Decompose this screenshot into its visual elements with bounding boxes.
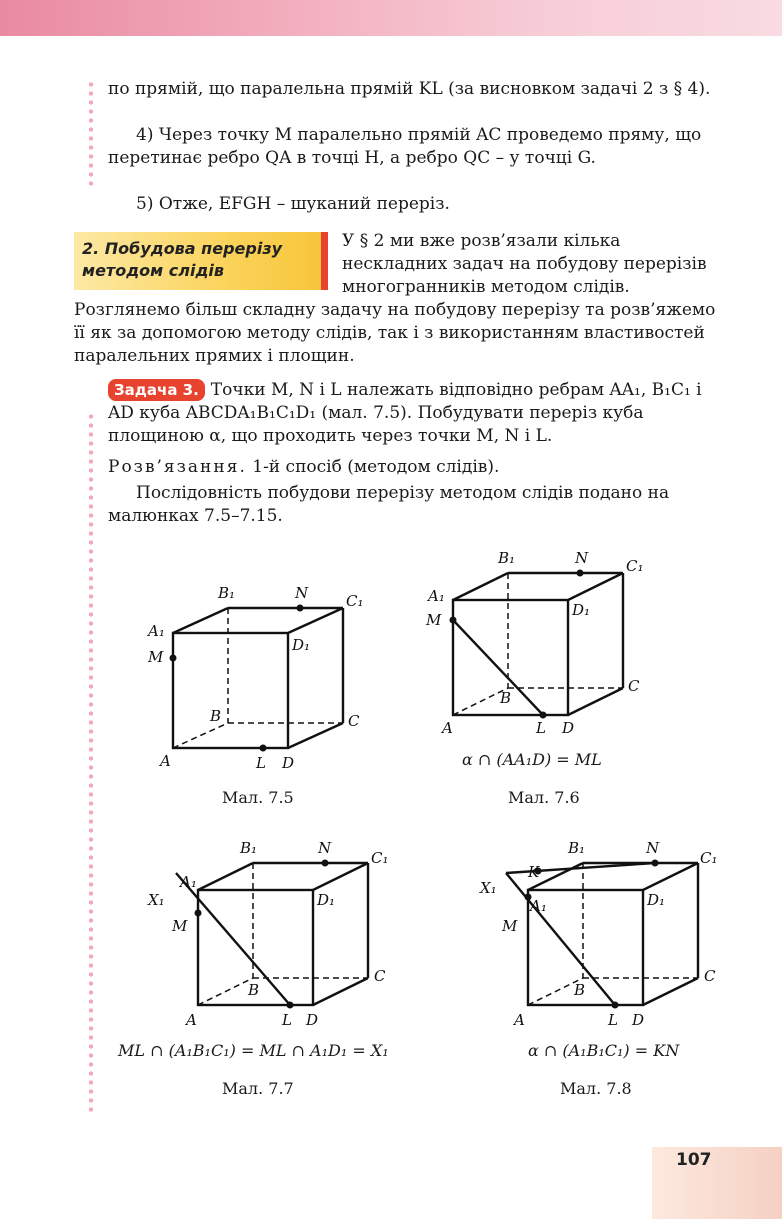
- task-text: Точки M, N і L належать відповідно ребрам AA₁, B₁C₁ і AD куба ABCDA₁B₁C₁D₁ (мал. 7.5). Побудувати переріз куба площиною α, що проходить через точки M, N і L.: [108, 380, 702, 446]
- figure-7-7: [140, 835, 400, 1035]
- label-n: N: [295, 584, 309, 602]
- label-a1: A₁: [148, 622, 165, 640]
- label-a1: A₁: [180, 873, 197, 891]
- label-a: A: [514, 1011, 525, 1029]
- label-b1: B₁: [568, 839, 586, 857]
- label-d1: D₁: [292, 636, 311, 654]
- label-x1: X₁: [148, 891, 165, 909]
- label-c: C: [628, 677, 640, 695]
- section-heading: 2. Побудова перерізу методом слідів: [74, 232, 328, 290]
- label-n: N: [575, 549, 589, 567]
- sequence-text: Послідовність побудови перерізу методом слідів подано на малюнках 7.5–7.15.: [108, 483, 670, 526]
- label-d1: D₁: [317, 891, 336, 909]
- label-m: M: [172, 917, 188, 935]
- label-c: C: [348, 712, 360, 730]
- section-paragraph: Розглянемо більш складну задачу на побудову перерізу та розв’яжемо її як за допомогою методу слідів, так і з використанням властивостей паралельних прямих і площин.: [74, 300, 716, 366]
- text-continuation: по прямій, що паралельна прямій KL (за висновком задачі 2 з § 4).: [108, 79, 711, 99]
- figure-7-8: [470, 835, 730, 1035]
- label-m: M: [426, 611, 442, 629]
- label-c: C: [704, 967, 716, 985]
- label-d: D: [562, 719, 575, 737]
- solution-label: Розв’язання.: [108, 457, 247, 477]
- label-a1: A₁: [428, 587, 445, 605]
- caption-7-6: Мал. 7.6: [508, 788, 580, 807]
- label-d1: D₁: [647, 891, 666, 909]
- formula-7-6: α ∩ (AA₁D) = ML: [462, 750, 602, 769]
- text-step-4: 4) Через точку M паралельно прямій AC проведемо пряму, що перетинає ребро QA в точці H, а ребро QC – у точці G.: [108, 125, 702, 168]
- solution-method: 1-й спосіб (методом слідів).: [252, 457, 500, 477]
- margin-dots: [88, 412, 94, 1112]
- formula-7-8: α ∩ (A₁B₁C₁) = KN: [528, 1041, 680, 1060]
- label-d: D: [282, 754, 295, 772]
- label-b: B: [248, 981, 260, 999]
- caption-7-8: Мал. 7.8: [560, 1079, 632, 1098]
- corner-decor: [652, 1147, 782, 1219]
- caption-7-5: Мал. 7.5: [222, 788, 294, 807]
- label-m: M: [148, 648, 164, 666]
- label-a: A: [442, 719, 453, 737]
- task-badge: Задача 3.: [108, 379, 205, 401]
- label-n: N: [318, 839, 332, 857]
- label-c1: C₁: [346, 592, 364, 610]
- label-b: B: [210, 707, 222, 725]
- label-b1: B₁: [218, 584, 236, 602]
- caption-7-7: Мал. 7.7: [222, 1079, 294, 1098]
- label-b: B: [574, 981, 586, 999]
- figure-7-5: [140, 578, 380, 778]
- label-c: C: [374, 967, 386, 985]
- section-intro: У § 2 ми вже розв’язали кілька нескладних задач на побудову перерізів многогранників методом слідів.: [342, 231, 707, 297]
- label-c1: C₁: [371, 849, 389, 867]
- label-c1: C₁: [700, 849, 718, 867]
- label-c1: C₁: [626, 557, 644, 575]
- label-b: B: [500, 689, 512, 707]
- label-a1: A₁: [530, 897, 547, 915]
- label-l: L: [608, 1011, 618, 1029]
- label-l: L: [536, 719, 546, 737]
- label-k: K: [528, 863, 540, 881]
- label-d: D: [306, 1011, 319, 1029]
- label-d: D: [632, 1011, 645, 1029]
- label-x1: X₁: [480, 879, 497, 897]
- label-a: A: [186, 1011, 197, 1029]
- task-statement: [108, 379, 720, 448]
- label-m: M: [502, 917, 518, 935]
- label-d1: D₁: [572, 601, 591, 619]
- label-l: L: [282, 1011, 292, 1029]
- page-number: 107: [676, 1150, 712, 1170]
- label-b1: B₁: [240, 839, 258, 857]
- label-n: N: [646, 839, 660, 857]
- label-l: L: [256, 754, 266, 772]
- figure-7-6: [420, 545, 660, 745]
- solution-line: [108, 456, 720, 479]
- label-a: A: [160, 752, 171, 770]
- text-step-5: 5) Отже, EFGH – шуканий переріз.: [136, 194, 450, 214]
- formula-7-7: ML ∩ (A₁B₁C₁) = ML ∩ A₁D₁ = X₁: [118, 1041, 389, 1060]
- label-b1: B₁: [498, 549, 516, 567]
- margin-dots: [88, 80, 94, 190]
- top-decor-band: [0, 0, 782, 36]
